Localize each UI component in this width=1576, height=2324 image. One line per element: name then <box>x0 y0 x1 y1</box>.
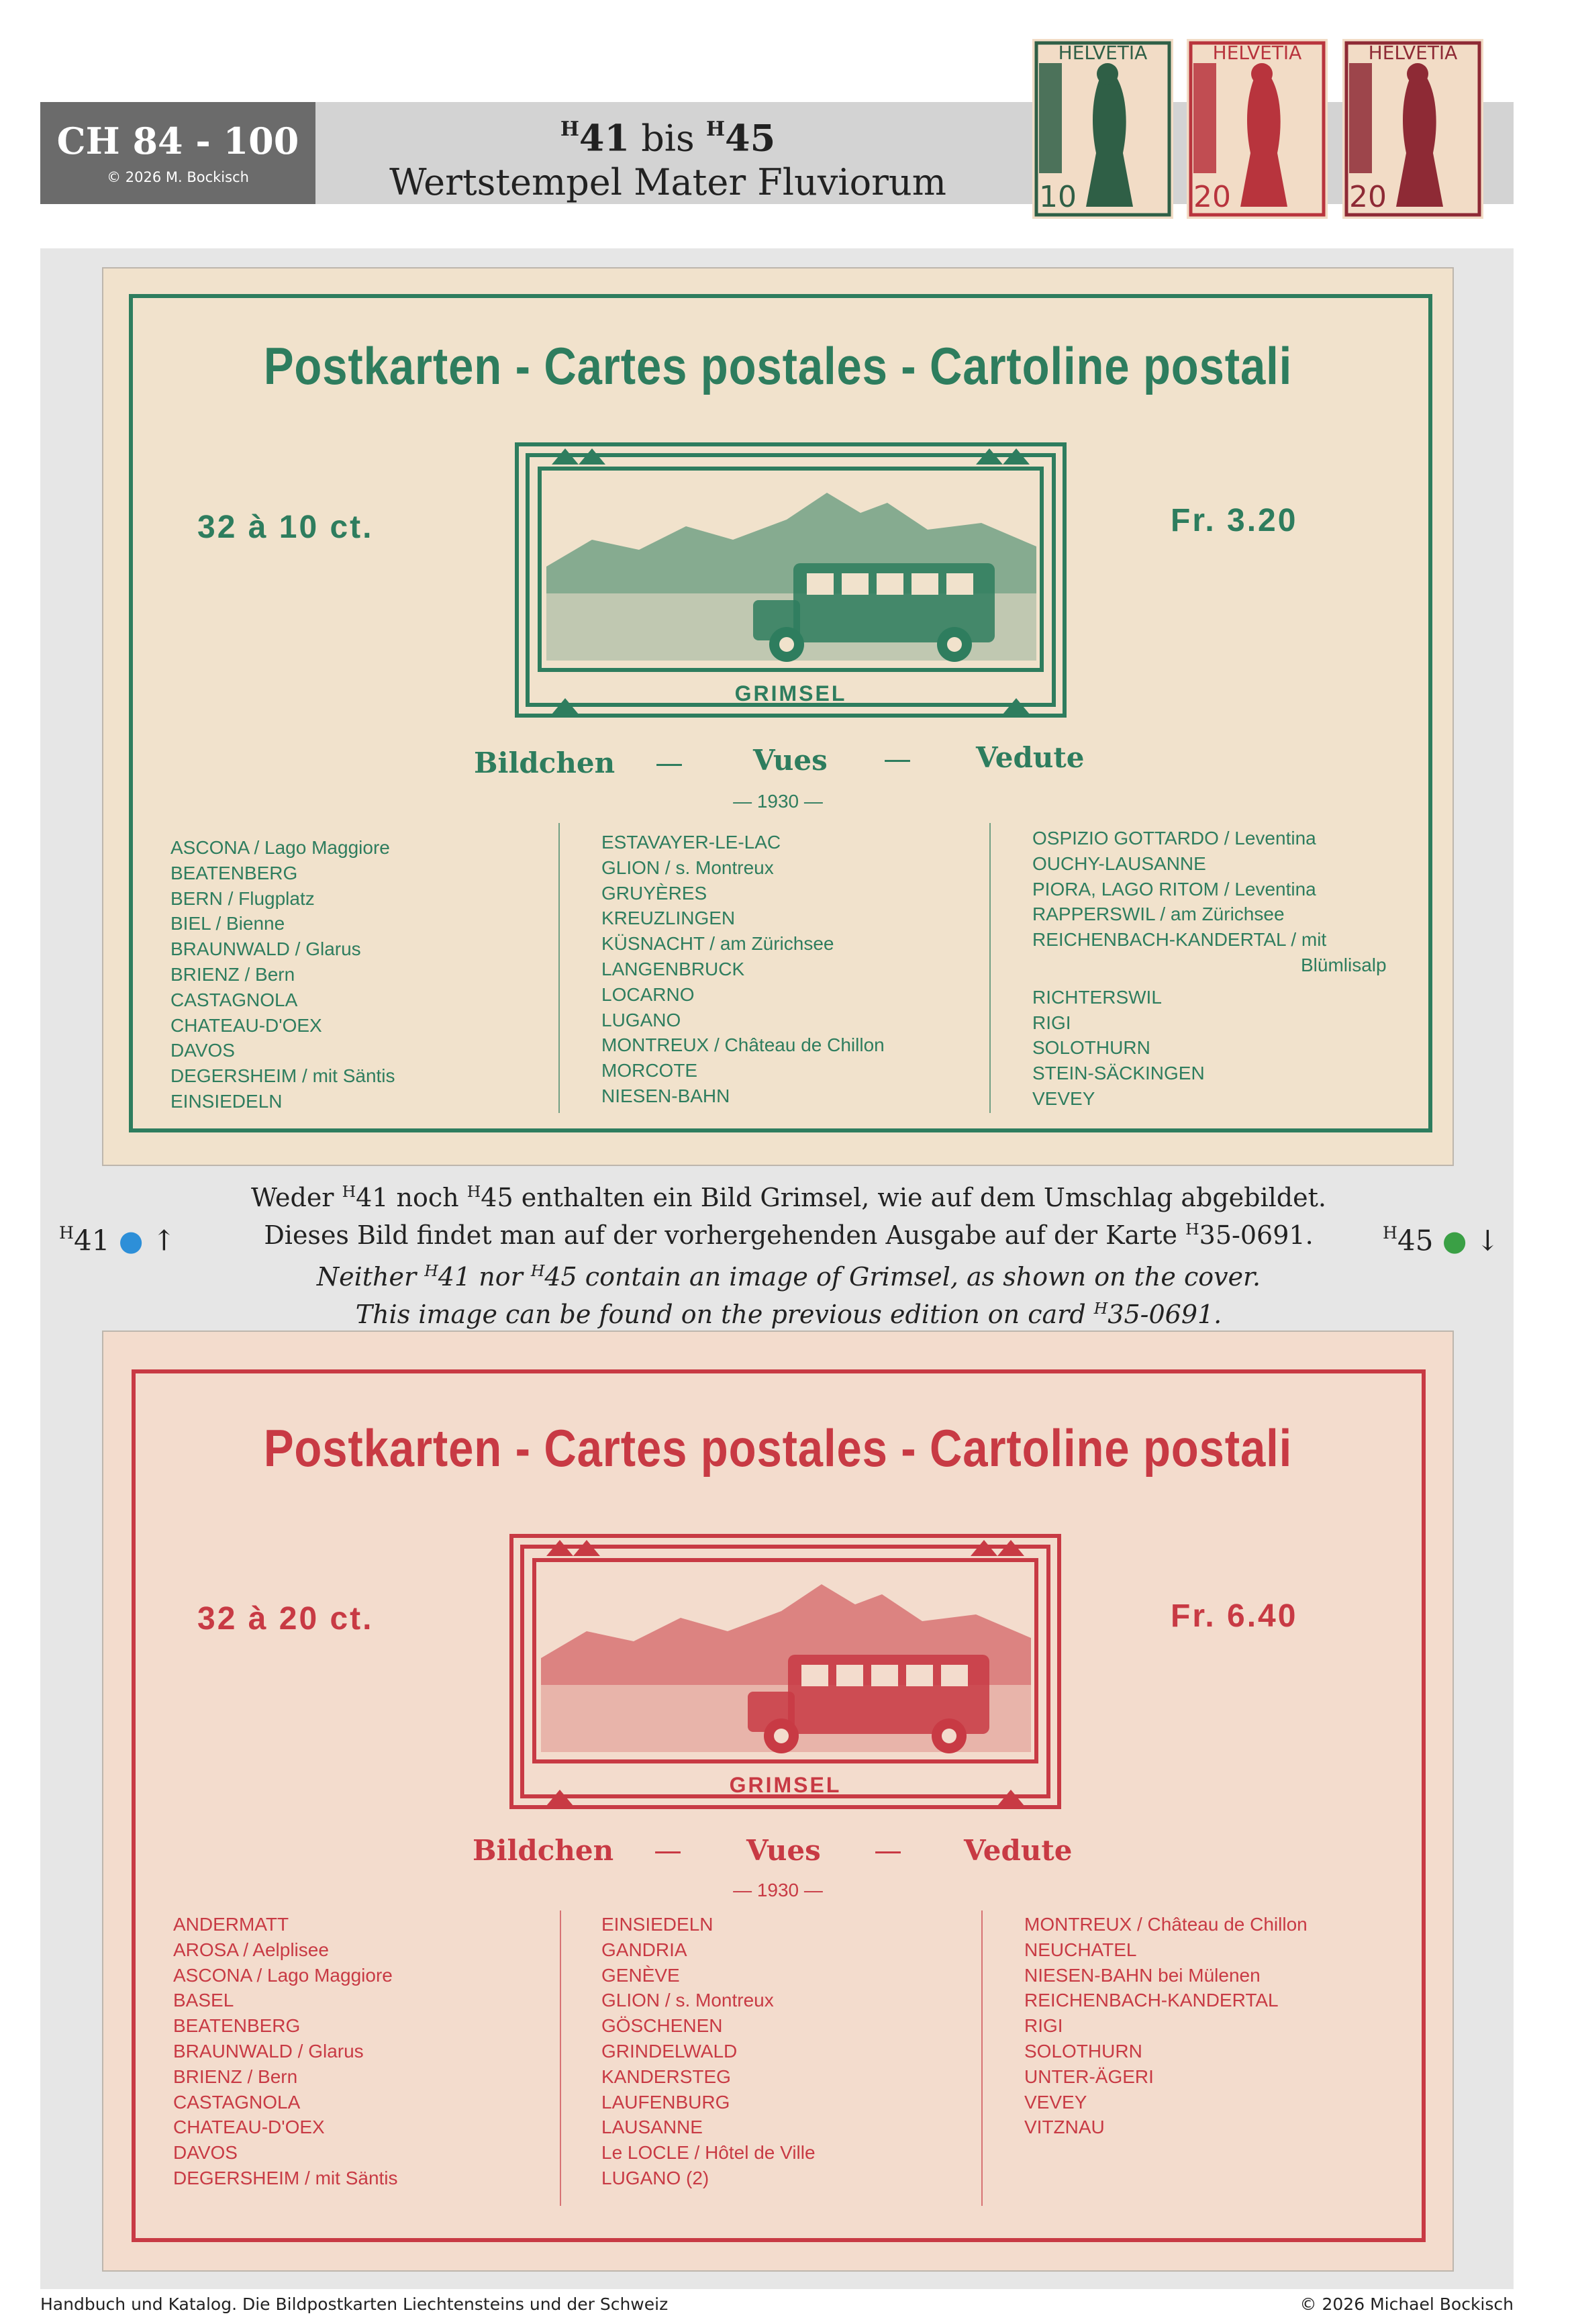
stamp-image <box>1032 39 1173 219</box>
caption-de-2 <box>201 1214 1376 1251</box>
title-number-2: 45 <box>725 116 776 160</box>
label-vues: Vues <box>746 1834 821 1867</box>
place-name: VEVEY <box>1024 2091 1087 2113</box>
page-code-badge <box>40 102 315 204</box>
caption-text: 45 enthalten ein Bild Grimsel, wie auf dem Umschlag abgebildet. <box>481 1183 1326 1213</box>
caption-h: H <box>1093 1299 1108 1318</box>
place-name: CASTAGNOLA <box>170 989 298 1010</box>
label-vues: Vues <box>753 744 828 777</box>
column-divider <box>981 1910 983 2206</box>
caption-h: H <box>1185 1220 1199 1239</box>
blue-dot-icon: ● <box>118 1224 144 1257</box>
place-name: BERN / Flugplatz <box>170 887 315 909</box>
stamp-image <box>1342 39 1483 219</box>
label-bildchen: Bildchen <box>474 746 615 779</box>
caption-h: H <box>424 1261 438 1281</box>
column-divider <box>558 823 560 1113</box>
card-year: — 1930 — <box>733 791 823 812</box>
grimsel-vignette <box>506 1531 1065 1812</box>
stamp-value: 10 <box>1039 180 1077 214</box>
place-name: ESTAVAYER-LE-LAC <box>601 832 781 853</box>
title-line <box>315 107 1020 160</box>
card-title: Postkarten - Cartes postales - Cartoline postali <box>263 336 1293 395</box>
stamp-value: 20 <box>1349 180 1387 214</box>
caption-h: H <box>466 1182 481 1201</box>
caption-text: 35-0691. <box>1199 1220 1314 1251</box>
caption-text: Weder <box>251 1183 342 1213</box>
page-subtitle: Wertstempel Mater Fluviorum <box>389 161 946 204</box>
caption-text: Dieses Bild findet man auf der vorhergehenden Ausgabe auf der Karte <box>264 1220 1186 1251</box>
vignette-label: GRIMSEL <box>729 1773 842 1797</box>
caption-text: 41 nor <box>438 1262 531 1292</box>
place-name: DAVOS <box>170 1040 235 1061</box>
place-name: UNTER-ÄGERI <box>1024 2066 1154 2087</box>
place-name: SOLOTHURN <box>1032 1037 1150 1059</box>
places-column-2 <box>601 1912 816 2191</box>
postcard-cover-green <box>102 267 1454 1166</box>
place-name-continuation: Blümlisalp <box>1301 954 1387 975</box>
place-name: GÖSCHENEN <box>601 2015 723 2037</box>
place-name: EINSIEDELN <box>170 1090 283 1112</box>
vignette-label: GRIMSEL <box>734 681 847 706</box>
caption-h: H <box>342 1182 356 1201</box>
place-name: RIGI <box>1032 1012 1071 1033</box>
separator-dash: — <box>883 742 912 775</box>
place-name: PIORA, LAGO RITOM / Leventina <box>1032 878 1316 900</box>
places-column-3 <box>1024 1912 1308 2140</box>
place-name: DEGERSHEIM / mit Säntis <box>170 1065 395 1087</box>
place-name: LAUSANNE <box>601 2117 703 2138</box>
card-right-price: Fr. 3.20 <box>1171 503 1298 538</box>
caption-text: Neither <box>316 1262 425 1292</box>
stamp-country: HELVETIA <box>1058 42 1148 64</box>
caption-text: This image can be found on the previous edition on card <box>355 1300 1094 1330</box>
place-name: LOCARNO <box>601 983 695 1005</box>
place-name: NIESEN-BAHN <box>601 1085 730 1106</box>
stamp-image <box>1187 39 1328 219</box>
place-name: RICHTERSWIL <box>1032 986 1162 1008</box>
place-name: ASCONA / Lago Maggiore <box>173 1964 393 1986</box>
place-name: MONTREUX / Château de Chillon <box>1024 1914 1308 1935</box>
place-name: STEIN-SÄCKINGEN <box>1032 1063 1205 1084</box>
place-name: KANDERSTEG <box>601 2066 731 2087</box>
marker-h: H <box>59 1223 74 1243</box>
title-connector: bis <box>641 117 695 160</box>
separator-dash: — <box>654 1834 682 1867</box>
place-name: CASTAGNOLA <box>173 2091 301 2113</box>
stamp-country: HELVETIA <box>1368 42 1458 64</box>
caption-h: H <box>530 1261 545 1281</box>
caption-en-2 <box>201 1293 1376 1330</box>
place-name: BASEL <box>173 1990 234 2011</box>
place-name: MONTREUX / Château de Chillon <box>601 1034 885 1056</box>
place-name: BEATENBERG <box>170 862 298 883</box>
caption-text: 35-0691. <box>1107 1300 1222 1330</box>
marker-number: 45 <box>1397 1224 1434 1257</box>
place-name: OSPIZIO GOTTARDO / Leventina <box>1032 828 1316 849</box>
card-left-price: 32 à 10 ct. <box>197 510 374 545</box>
caption-text: 45 contain an image of Grimsel, as shown on the cover. <box>544 1262 1261 1292</box>
separator-dash: — <box>655 746 683 779</box>
page-title <box>315 107 1020 205</box>
label-bildchen: Bildchen <box>473 1834 614 1867</box>
place-name: KREUZLINGEN <box>601 908 736 929</box>
place-name: GENÈVE <box>601 1964 680 1986</box>
place-name: LAUFENBURG <box>601 2091 730 2113</box>
caption <box>201 1176 1376 1331</box>
place-name: AROSA / Aelplisee <box>173 1939 329 1960</box>
place-name: GLION / s. Montreux <box>601 857 774 878</box>
place-name: BRIENZ / Bern <box>173 2066 298 2087</box>
title-number-1: 41 <box>579 116 630 160</box>
caption-en-1 <box>201 1255 1376 1293</box>
place-name: GLION / s. Montreux <box>601 1990 774 2011</box>
place-name: NIESEN-BAHN bei Mülenen <box>1024 1964 1261 1986</box>
caption-text: 41 noch <box>356 1183 467 1213</box>
place-name: GANDRIA <box>601 1939 687 1960</box>
place-name: GRUYÈRES <box>601 882 707 904</box>
places-column-3 <box>1032 826 1387 1112</box>
marker-h41 <box>59 1223 176 1257</box>
label-vedute: Vedute <box>976 741 1085 774</box>
label-vedute: Vedute <box>964 1834 1073 1867</box>
place-name: REICHENBACH-KANDERTAL <box>1024 1990 1279 2011</box>
page-code: CH 84 - 100 <box>56 119 299 162</box>
separator-dash: — <box>874 1834 902 1867</box>
footer-right: © 2026 Michael Bockisch <box>1299 2294 1514 2314</box>
place-name: SOLOTHURN <box>1024 2040 1142 2062</box>
column-divider <box>560 1910 561 2206</box>
postcard-cover-red <box>102 1330 1454 2272</box>
places-column-2 <box>601 830 885 1109</box>
place-name: VITZNAU <box>1024 2117 1105 2138</box>
title-h-prefix: H <box>705 117 726 141</box>
place-name: Le LOCLE / Hôtel de Ville <box>601 2142 816 2164</box>
place-name: OUCHY-LAUSANNE <box>1032 853 1206 874</box>
place-name: MORCOTE <box>601 1060 698 1081</box>
place-name: RAPPERSWIL / am Zürichsee <box>1032 904 1285 925</box>
stamp-value: 20 <box>1193 180 1231 214</box>
place-name: BRAUNWALD / Glarus <box>170 938 361 960</box>
green-dot-icon: ● <box>1442 1224 1467 1257</box>
marker-h45 <box>1383 1223 1499 1257</box>
place-name: CHATEAU-D'OEX <box>170 1014 322 1036</box>
place-name: KÜSNACHT / am Zürichsee <box>601 933 834 955</box>
place-name: EINSIEDELN <box>601 1914 713 1935</box>
column-divider <box>989 823 991 1113</box>
place-name: LUGANO <box>601 1009 681 1030</box>
caption-de-1 <box>201 1176 1376 1214</box>
place-name: DEGERSHEIM / mit Säntis <box>173 2167 398 2188</box>
place-name: LANGENBRUCK <box>601 958 745 979</box>
card-left-price: 32 à 20 ct. <box>197 1601 374 1637</box>
place-name: BRIENZ / Bern <box>170 963 295 985</box>
place-name: BEATENBERG <box>173 2015 301 2037</box>
footer-left: Handbuch und Katalog. Die Bildpostkarten Liechtensteins und der Schweiz <box>40 2294 669 2314</box>
places-column-1 <box>170 835 395 1114</box>
place-name: BIEL / Bienne <box>170 913 285 934</box>
place-name: NEUCHATEL <box>1024 1939 1137 1960</box>
place-name: ASCONA / Lago Maggiore <box>170 837 390 858</box>
stamp-country: HELVETIA <box>1212 42 1302 64</box>
card-right-price: Fr. 6.40 <box>1171 1598 1298 1634</box>
marker-number: 41 <box>73 1224 110 1257</box>
place-name: REICHENBACH-KANDERTAL / mit <box>1032 929 1327 951</box>
grimsel-vignette <box>511 439 1070 721</box>
place-name: LUGANO (2) <box>601 2167 709 2188</box>
card-year: — 1930 — <box>733 1880 823 1900</box>
marker-h: H <box>1383 1223 1397 1243</box>
place-name: BRAUNWALD / Glarus <box>173 2040 364 2062</box>
place-name: DAVOS <box>173 2142 238 2164</box>
place-name: RIGI <box>1024 2015 1063 2037</box>
place-name: CHATEAU-D'OEX <box>173 2117 325 2138</box>
card-title: Postkarten - Cartes postales - Cartoline postali <box>263 1418 1293 1478</box>
place-name: VEVEY <box>1032 1087 1095 1109</box>
title-h-prefix: H <box>560 117 579 141</box>
place-name: GRINDELWALD <box>601 2040 738 2062</box>
places-column-1 <box>173 1912 398 2191</box>
arrow-up-icon: ↑ <box>152 1224 176 1257</box>
place-name: ANDERMATT <box>173 1914 289 1935</box>
arrow-down-icon: ↓ <box>1475 1224 1499 1257</box>
badge-copyright: © 2026 M. Bockisch <box>107 169 249 185</box>
